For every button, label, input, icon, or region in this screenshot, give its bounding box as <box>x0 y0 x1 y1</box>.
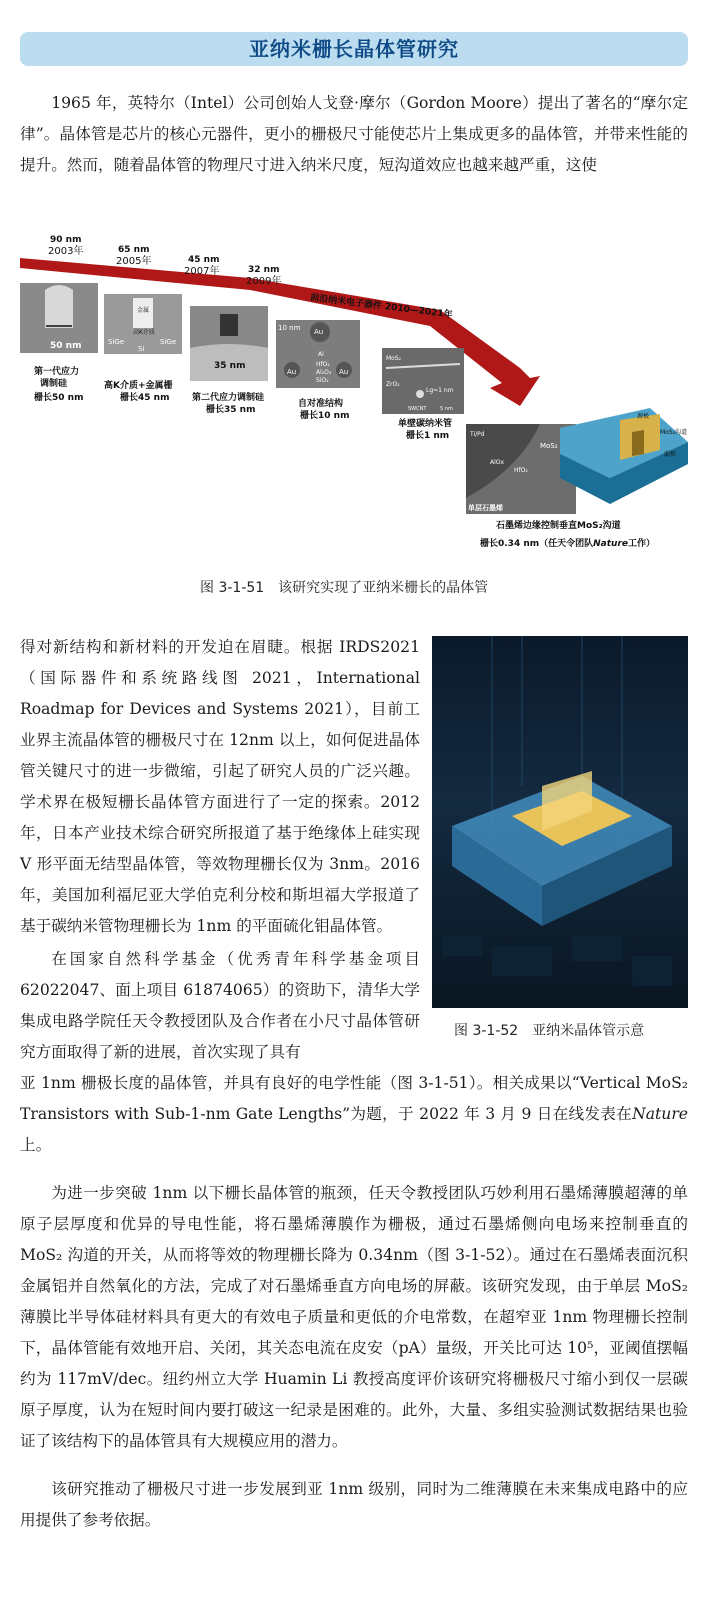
svg-text:ZrO₂: ZrO₂ <box>386 381 400 388</box>
svg-text:Au: Au <box>287 368 297 376</box>
svg-text:HfO₂: HfO₂ <box>316 361 330 368</box>
final-label-2: 栅长0.34 nm（任天令团队Nature工作） <box>480 539 655 549</box>
svg-text:栅长35 nm: 栅长35 nm <box>206 405 256 415</box>
svg-text:栅长50 nm: 栅长50 nm <box>34 393 84 403</box>
svg-text:SiGe: SiGe <box>108 338 125 346</box>
svg-text:SiGe: SiGe <box>160 338 177 346</box>
node-65: 65 nm <box>118 245 150 255</box>
svg-text:MoS₂: MoS₂ <box>386 355 402 362</box>
svg-text:Ti/Pd: Ti/Pd <box>470 431 485 438</box>
svg-text:AlOx: AlOx <box>490 459 505 466</box>
svg-text:高K介质: 高K介质 <box>133 329 155 336</box>
svg-text:Au: Au <box>339 368 349 376</box>
svg-text:源极: 源极 <box>637 413 650 420</box>
svg-text:金属: 金属 <box>137 307 150 314</box>
svg-text:MoS₂沟道: MoS₂沟道 <box>660 429 688 436</box>
figure-1-caption: 图 3-1-51 该研究实现了亚纳米栅长的晶体管 <box>200 580 489 596</box>
section-title-bar <box>20 32 688 66</box>
year-2009: 2009年 <box>246 276 282 287</box>
svg-text:高K介质+金属栅: 高K介质+金属栅 <box>104 381 173 391</box>
node-32: 32 nm <box>248 265 280 275</box>
intro-paragraph: 1965 年，英特尔（Intel）公司创始人戈登·摩尔（Gordon Moore）提出了著名的“摩尔定律”。晶体管是芯片的核心元器件，更小的栅极尺寸能使芯片上集成更多的晶体管，并带来性能的提升。然而，随着晶体管的物理尺寸进入纳米尺度，短沟道效应也越来越严重，这使 <box>20 94 688 174</box>
svg-text:HfO₂: HfO₂ <box>514 467 528 474</box>
narrow-paragraph-1: 得对新结构和新材料的开发迫在眉睫。根据 IRDS2021（国际器件和系统路线图 2021，International Roadmap for Devices and Systems 2021），目前工业界主流晶体管的栅极尺寸在 12nm 以上，如何促进晶体管关键尺寸的进一步微缩，引起了研究人员的广泛兴趣。学术界在极短栅长晶体管方面进行了一定的探索。2012 年，日本产业技术综合研究所报道了基于绝缘体上硅实现 V 形平面无结型晶体管，等效物理栅长仅为 3nm。2016 年，美国加利福尼亚大学伯克利分校和斯坦福大学报道了基于碳纳米管物理栅长为 1nm 的平面硫化钼晶体管。 <box>20 638 420 935</box>
year-2005: 2005年 <box>116 256 152 267</box>
frontier-label: 前沿纳米电子器件 2010—2021年 <box>309 293 454 321</box>
svg-text:Al₂O₃: Al₂O₃ <box>316 369 332 376</box>
year-2003: 2003年 <box>48 246 84 257</box>
figure-2-caption: 图 3-1-52 亚纳米晶体管示意 <box>454 1023 645 1039</box>
svg-text:调制硅: 调制硅 <box>40 379 68 389</box>
svg-text:SiO₂: SiO₂ <box>316 377 329 384</box>
conclusion-paragraph: 该研究推动了栅极尺寸进一步发展到亚 1nm 级别，同时为二维薄膜在未来集成电路中的应用提供了参考依据。 <box>20 1480 688 1529</box>
svg-text:自对准结构: 自对准结构 <box>298 399 344 409</box>
node-45: 45 nm <box>188 255 220 265</box>
svg-text:50 nm: 50 nm <box>50 341 82 351</box>
svg-text:漏极: 漏极 <box>664 451 677 458</box>
svg-text:单层石墨烯: 单层石墨烯 <box>468 504 503 512</box>
svg-text:Al: Al <box>318 351 324 358</box>
svg-text:第一代应力: 第一代应力 <box>34 367 80 377</box>
svg-text:5 nm: 5 nm <box>440 406 453 412</box>
year-2007: 2007年 <box>184 266 220 277</box>
gate-length-roadmap-figure <box>20 228 700 568</box>
svg-text:栅长1 nm: 栅长1 nm <box>406 431 450 441</box>
research-paragraph: 为进一步突破 1nm 以下栅长晶体管的瓶颈，任天令教授团队巧妙利用石墨烯薄膜超薄的单原子层厚度和优异的导电性能，将石墨烯薄膜作为栅极，通过石墨烯侧向电场来控制垂直的 MoS₂ 沟道的开关，从而将等效的物理栅长降为 0.34nm（图 3-1-52）。通过在石墨烯表面沉积金属铝并自然氧化的方法，完成了对石墨烯垂直方向电场的屏蔽。该研究发现，由于单层 MoS₂ 薄膜比半导体硅材料具有更大的有效电子质量和更低的介电常数，在超窄亚 1nm 物理栅长控制下，晶体管能有效地开启、关闭，其关态电流在皮安（pA）量级，开关比可达 10⁵，亚阈值摆幅约为 117mV/dec。纽约州立大学 Huamin Li 教授高度评价该研究将栅极尺寸缩小到仅一层碳原子厚度，认为在短时间内要打破这一纪录是困难的。此外，大量、多组实验测试数据结果也验证了该结构下的晶体管具有大规模应用的潜力。 <box>20 1184 688 1450</box>
svg-text:MoS₂: MoS₂ <box>540 442 558 450</box>
final-label-1: 石墨烯边缘控制垂直MoS₂沟道 <box>496 521 621 531</box>
svg-text:SWCNT: SWCNT <box>408 406 427 412</box>
svg-text:Au: Au <box>314 328 324 336</box>
wide-paragraph: 亚 1nm 栅极长度的晶体管，并具有良好的电学性能（图 3-1-51）。相关成果以“Vertical MoS₂ Transistors with Sub-1-nm Gate Lengths”为题，于 2022 年 3 月 9 日在线发表在Nature 上。 <box>20 1074 688 1154</box>
svg-text:单壁碳纳米管: 单壁碳纳米管 <box>398 419 453 429</box>
svg-text:10 nm: 10 nm <box>278 324 301 332</box>
svg-text:Si: Si <box>138 345 145 353</box>
svg-text:第二代应力调制硅: 第二代应力调制硅 <box>192 393 265 403</box>
svg-text:栅长10 nm: 栅长10 nm <box>300 411 350 421</box>
section-title: 亚纳米栅长晶体管研究 <box>249 37 459 61</box>
transistor-render-image <box>432 636 688 1008</box>
svg-text:栅长45 nm: 栅长45 nm <box>120 393 170 403</box>
narrow-paragraph-2: 在国家自然科学基金（优秀青年科学基金项目 62022047、面上项目 61874065）的资助下，清华大学集成电路学院任天令教授团队及合作者在小尺寸晶体管研究方面取得了新的进展，首次实现了具有 <box>20 950 420 1061</box>
svg-text:35 nm: 35 nm <box>214 361 246 371</box>
svg-text:Lg=1 nm: Lg=1 nm <box>426 387 454 394</box>
node-90: 90 nm <box>50 235 82 245</box>
